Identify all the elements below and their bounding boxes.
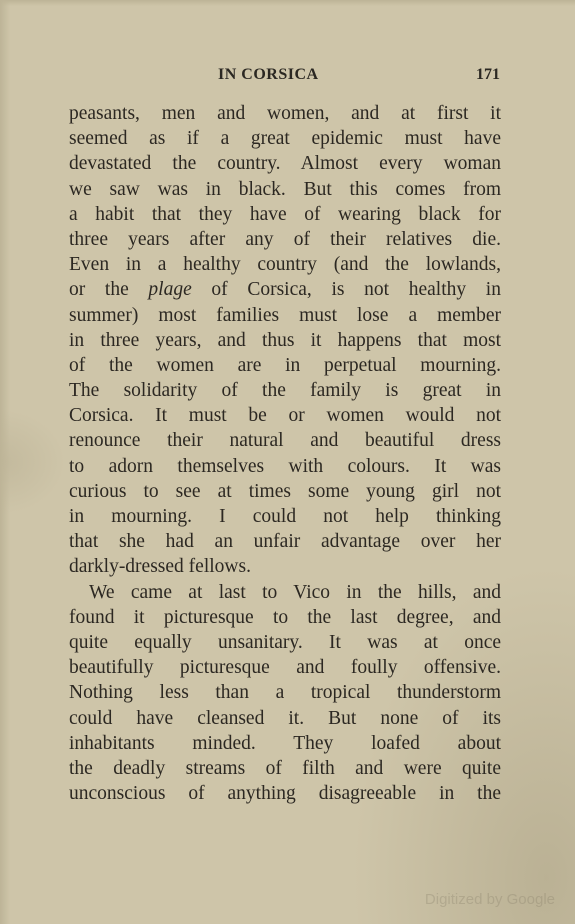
text-line: unconscious of anything disagreeable in the [69, 783, 501, 805]
paragraph-end-line: darkly-dressed fellows. [69, 556, 251, 578]
text-fragment: or the [69, 279, 149, 301]
text-line: seemed as if a great epidemic must have [69, 128, 501, 150]
text-line: inhabitants minded. They loafed about [69, 732, 501, 754]
text-line: devastated the country. Almost every woman [69, 153, 501, 175]
text-line: Even in a healthy country (and the lowlands, [69, 254, 501, 276]
text-line: a habit that they have of wearing black for [69, 203, 501, 225]
paragraph-start-line: We came at last to Vico in the hills, and [89, 581, 501, 603]
text-line: the deadly streams of filth and were quite [69, 757, 501, 779]
text-line: of the women are in perpetual mourning. [69, 354, 501, 376]
text-fragment: of Corsica, is not healthy in [191, 279, 501, 301]
text-line: Nothing less than a tropical thunderstorm [69, 682, 501, 704]
text-line: renounce their natural and beautiful dress [69, 430, 501, 452]
text-line: curious to see at times some young girl not [69, 480, 501, 502]
text-line: to adorn themselves with colours. It was [69, 455, 501, 477]
page-header [70, 66, 500, 90]
page-edge-top [0, 0, 575, 6]
text-line: beautifully picturesque and foully offensive. [69, 657, 501, 679]
page-number: 171 [476, 66, 500, 83]
digitization-watermark: Digitized by Google [424, 891, 555, 908]
text-line: peasants, men and women, and at first it [69, 103, 501, 124]
text-line: could have cleansed it. But none of its [69, 707, 501, 729]
text-line: in mourning. I could not help thinking [69, 506, 501, 527]
text-line: in three years, and thus it happens that most [69, 329, 501, 351]
text-line: The solidarity of the family is great in [69, 380, 501, 402]
text-line-with-italic [69, 277, 501, 302]
italic-word-plage: plage [148, 279, 192, 301]
text-line: Corsica. It must be or women would not [69, 405, 501, 427]
running-head: IN CORSICA [218, 66, 319, 83]
text-line: we saw was in black. But this comes from [69, 178, 501, 200]
text-line: three years after any of their relatives die. [69, 228, 501, 250]
text-line: quite equally unsanitary. It was at once [69, 631, 501, 653]
text-line: summer) most families must lose a member [69, 304, 501, 326]
text-line: found it picturesque to the last degree, and [69, 606, 501, 628]
body-text [69, 101, 501, 806]
text-line: that she had an unfair advantage over her [69, 531, 501, 553]
page-edge-left [0, 0, 10, 924]
